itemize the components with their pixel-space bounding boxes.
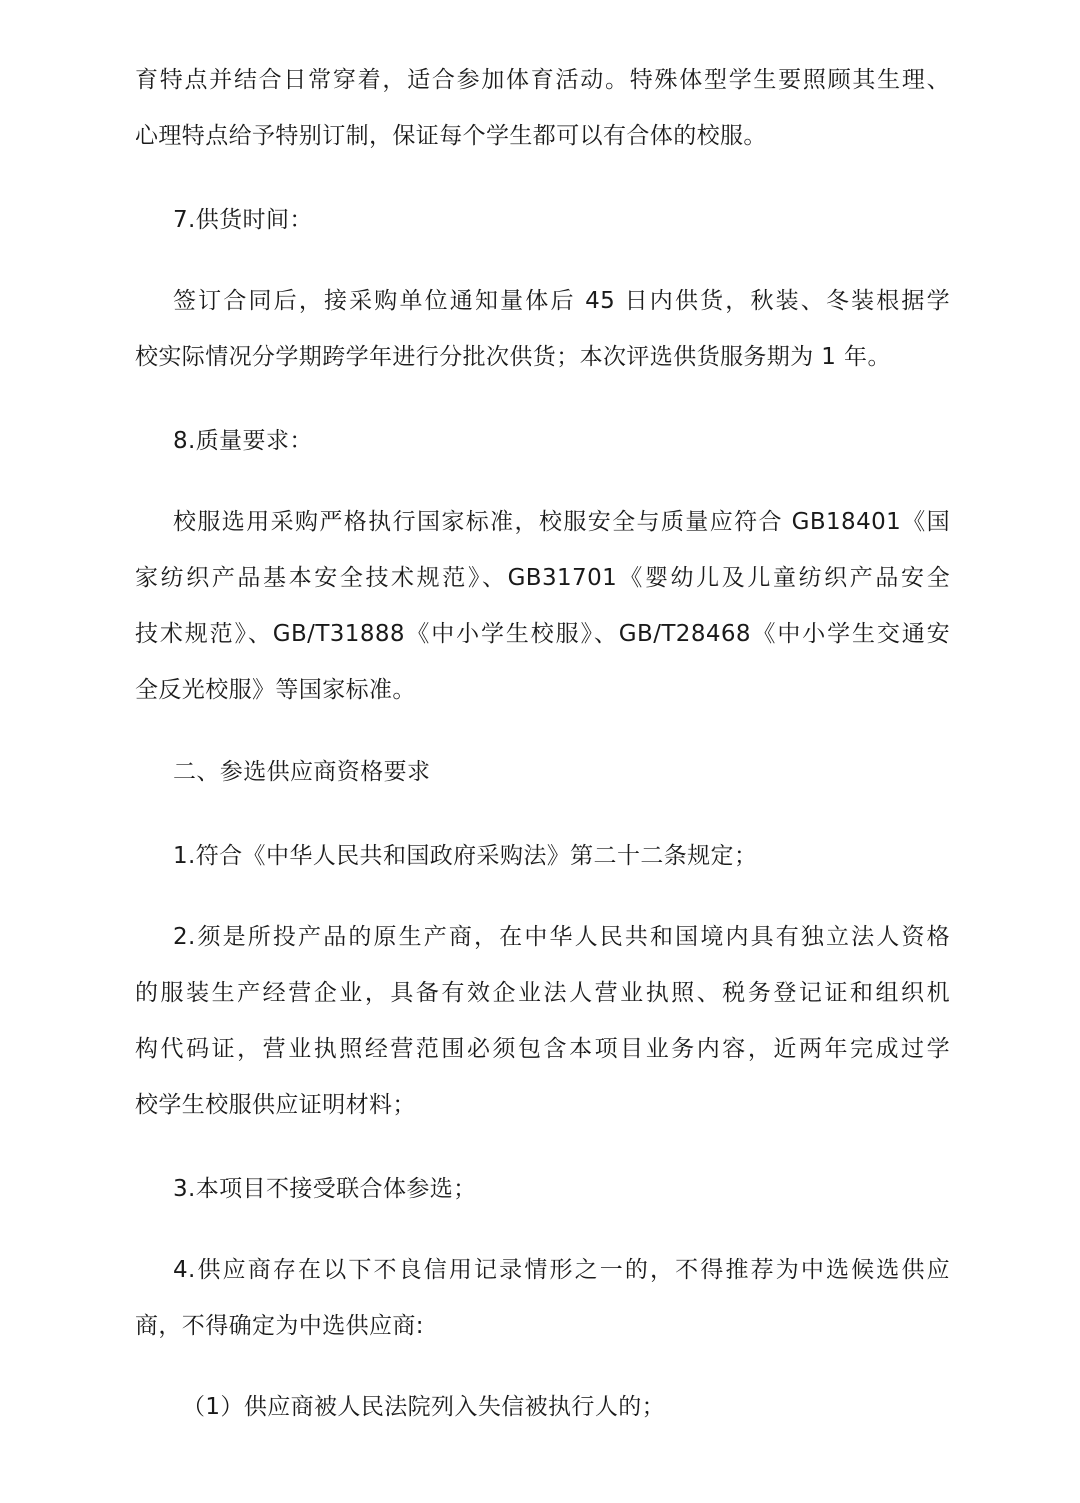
text-line: 心理特点给予特别订制，保证每个学生都可以有合体的校服。 (135, 123, 767, 149)
text-line: 育特点并结合日常穿着，适合参加体育活动。特殊体型学生要照顾其生理、 (135, 67, 950, 93)
text-line: 家纺织产品基本安全技术规范》、GB31701《婴幼儿及儿童纺织产品安全 (135, 565, 950, 591)
text-line: 校实际情况分学期跨学年进行分批次供货；本次评选供货服务期为 1 年。 (135, 344, 891, 370)
text-line: 4.供应商存在以下不良信用记录情形之一的，不得推荐为中选候选供应 (173, 1257, 950, 1283)
text-line: 商，不得确定为中选供应商: (135, 1313, 424, 1339)
text-line: 2.须是所投产品的原生产商，在中华人民共和国境内具有独立法人资格 (173, 924, 950, 950)
section-heading: 7.供货时间： (173, 207, 313, 233)
text-line: 3.本项目不接受联合体参选； (173, 1176, 477, 1202)
text-line: （1）供应商被人民法院列入失信被执行人的； (182, 1394, 666, 1420)
text-line: 技术规范》、GB/T31888《中小学生校服》、GB/T28468《中小学生交通安 (135, 621, 950, 647)
section-heading: 8.质量要求： (173, 428, 313, 454)
section-heading: 二、参选供应商资格要求 (173, 759, 431, 785)
text-line: 签订合同后，接采购单位通知量体后 45 日内供货，秋装、冬装根据学 (173, 288, 950, 314)
text-line: 全反光校服》等国家标准。 (135, 677, 416, 703)
text-line: 校学生校服供应证明材料； (135, 1092, 416, 1118)
text-line: 1.符合《中华人民共和国政府采购法》第二十二条规定； (173, 843, 758, 869)
text-line: 校服选用采购严格执行国家标准，校服安全与质量应符合 GB18401《国 (173, 509, 950, 535)
text-line: 构代码证，营业执照经营范围必须包含本项目业务内容，近两年完成过学 (135, 1036, 950, 1062)
text-line: 的服装生产经营企业，具备有效企业法人营业执照、税务登记证和组织机 (135, 980, 950, 1006)
